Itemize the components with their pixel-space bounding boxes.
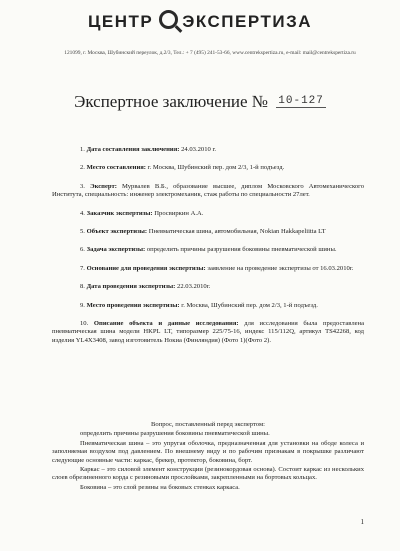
list-item: 10. Описание объекта и данные исследования: для исследования была предоставлена пневматическая шина модели HKPL LT, типоразмер 225/75-16, индекс 115/112Q, артикул TS42268, код изделия YL4X3408, завод изготовитель Нокиа (Финляндия) (Фото 1)(Фото 2). — [52, 320, 364, 344]
magnifier-icon — [159, 10, 178, 29]
list-item: 6. Задача экспертизы: определить причины разрушения боковины пневматической шины. — [80, 246, 337, 254]
company-address: 121099, г. Москва, Шубинский переулок, д.2/3, Тел.: + 7 (495) 241-53-66, www.centrekspertiza.ru, e-mail: mail@centrekspertiza.ru — [64, 50, 356, 56]
paragraph-1: Пневматическая шина – это упругая оболочка, предназначенная для установки на ободе колеса и заполняемая воздухом под давлением. По внешнему виду и по рабочим признакам в покрышке различают следующие основные части: каркас, брекер, протектор, боковина, борт. — [52, 439, 364, 464]
list-item: 3. Эксперт: Мурвалев В.Б., образование высшее, диплом Московского Автомеханического Института, специальность: инженер электромеханик, стаж работы по специальности 27лет. — [52, 182, 364, 199]
title-text: Экспертное заключение № — [74, 92, 269, 111]
logo-right-text: ЭКСПЕРТИЗА — [182, 12, 312, 31]
list-item: 1. Дата составления заключения: 24.03.2010 г. — [80, 146, 217, 153]
list-item: 7. Основание для проведения экспертизы: заявление на проведение экспертизы от 16.03.2010г. — [80, 264, 354, 272]
question-text: определить причины разрушения боковины пневматической шины. — [80, 430, 270, 438]
document-title — [0, 92, 400, 112]
document-number: 10-127 — [278, 95, 324, 107]
question-title: Вопрос, поставленный перед экспертом: — [151, 421, 265, 428]
items-list — [52, 146, 364, 355]
list-item: 9. Место проведения экспертизы: г. Москва, Шубинский пер. дом 2/3, 1-й подъезд. — [80, 301, 318, 309]
company-logo — [0, 10, 400, 32]
list-item: 2. Место составления: г. Москва, Шубинский пер. дом 2/3, 1-й подъезд. — [80, 164, 285, 172]
paragraph-2: Каркас – это силовой элемент конструкции (резинокордовая основа). Состоит каркас из нескольких слоев обрезиненного корда с резиновыми прослойками, закрепленными на бортовых кольцах. — [52, 466, 364, 482]
question-section — [52, 421, 364, 493]
paragraph-3: Боковина – это слой резины на боковых стенках каркаса. — [80, 483, 240, 491]
logo-left-text: ЦЕНТР — [88, 12, 154, 31]
list-item: 5. Объект экспертизы: Пневматическая шина, автомобильная, Nokian Hakkapeliitta LT — [80, 228, 326, 236]
list-item: 8. Дата проведения экспертизы: 22.03.2010г. — [80, 283, 211, 291]
page-number: 1 — [360, 518, 364, 526]
list-item: 4. Заказчик экспертизы: Просвиркин А.А. — [80, 209, 204, 217]
